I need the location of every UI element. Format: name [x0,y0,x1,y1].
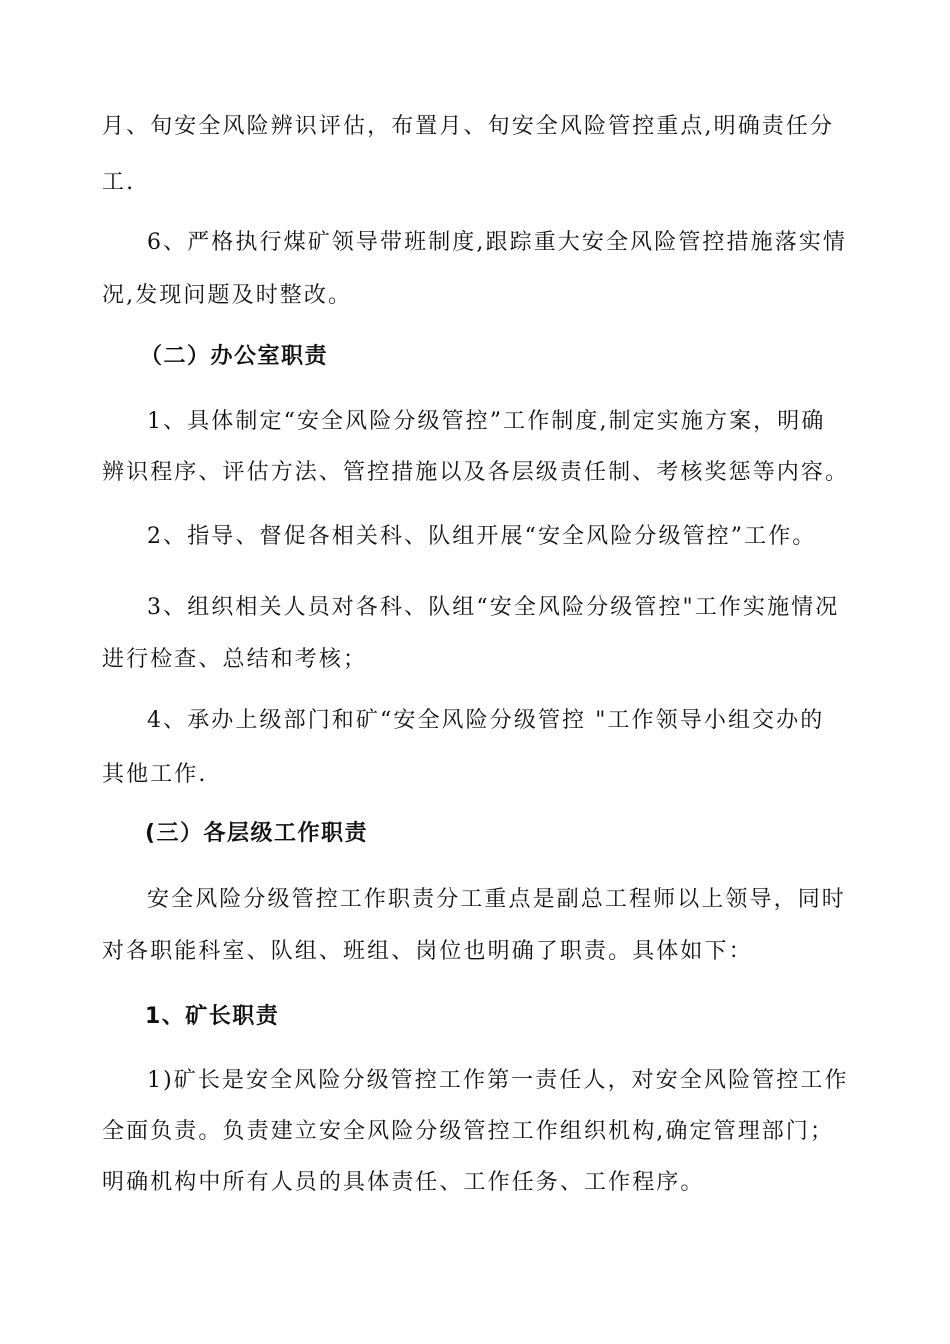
paragraph-line: 2、指导、督促各相关科、队组开展“安全风险分级管控”工作。 [147,524,817,549]
paragraph-line: 6、严格执行煤矿领导带班制度,跟踪重大安全风险管控措施落实情 [147,230,847,255]
paragraph-line: 其他工作. [102,762,208,787]
paragraph-line: 4、承办上级部门和矿“安全风险分级管控 "工作领导小组交办的 [147,708,825,733]
paragraph-line: 工. [102,170,136,195]
paragraph-line: 安全风险分级管控工作职责分工重点是副总工程师以上领导，同时 [147,887,846,912]
paragraph-line: 全面负责。负责建立安全风险分级管控工作组织机构,确定管理部门； [102,1119,835,1144]
paragraph-line: 辨识程序、评估方法、管控措施以及各层级责任制、考核奖惩等内容。 [102,460,850,485]
section-heading: (三）各层级工作职责 [145,821,369,846]
subsection-heading: 1、矿长职责 [145,1004,280,1029]
paragraph-line: 明确机构中所有人员的具体责任、工作任务、工作程序。 [102,1170,705,1195]
section-heading: （二）办公室职责 [140,344,329,369]
paragraph-line: 对各职能科室、队组、班组、岗位也明确了职责。具体如下： [102,939,753,964]
paragraph-line: 1)矿长是安全风险分级管控工作第一责任人，对安全风险管控工作 [147,1068,849,1093]
paragraph-line: 3、组织相关人员对各科、队组“安全风险分级管控"工作实施情况 [147,595,840,620]
paragraph-line: 进行检查、总结和考核； [102,647,368,672]
paragraph-line: 月、旬安全风险辨识评估，布置月、旬安全风险管控重点,明确责任分 [102,114,835,139]
paragraph-line: 况,发现问题及时整改。 [102,283,353,308]
paragraph-line: 1、具体制定“安全风险分级管控”工作制度,制定实施方案，明确 [147,409,826,434]
